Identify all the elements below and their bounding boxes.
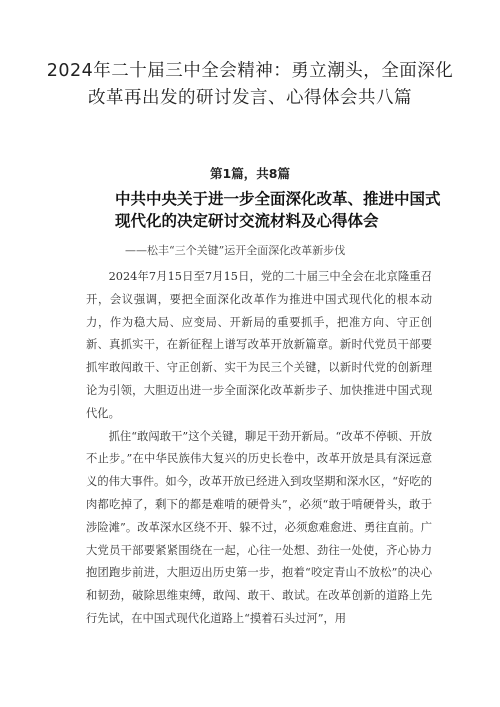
body-paragraph: 2024年7月15日至7月15日，党的二十届三中全会在北京隆重召开，会议强调，要把全面深化改革作为推进中国式现代化的根本动力，作为稳大局、应变局、开新局的重要抓手，把准方向、守正创新、真抓实干，在新征程上谱写改革开放新篇章。新时代党员干部要抓牢敢闯敢干、守正创新、实干为民三个关键，以新时代党的创新理论为引领，大胆迈出进一步全面深化改革新步子、加快推进中国式现代化。	[86, 270, 432, 420]
article-title: 中共中央关于进一步全面深化改革、推进中国式现代化的决定研讨交流材料及心得体会	[115, 190, 441, 230]
article-body	[86, 266, 432, 631]
document-title: 2024年二十届三中全会精神：勇立潮头，全面深化改革再出发的研讨发言、心得体会共八篇	[46, 61, 454, 108]
article-subtitle: ——松丰“三个关键”运开全面深化改革新步伐	[125, 244, 346, 257]
part-indicator: 第1篇，共8篇	[210, 166, 290, 181]
body-paragraph: 抓住“敢闯敢干”这个关键，聊足干劲开新局。“改革不停顿、开放不止步。”在中华民族伟大复兴的历史长卷中，改革开放是具有深远意义的伟大事件。如今，改革开放已经进入到攻坚期和深水区，“好吃的肉都吃掉了，剩下的都是难啃的硬骨头”，必须“敢于啃硬骨头，敢于涉险滩”。改革深水区绕不开、躲不过，必须愈难愈进、勇往直前。广大党员干部要紧紧围绕在一起，心往一处想、劲往一处使，齐心协力抱团跑步前进，大胆迈出历史第一步，抱着“咬定青山不放松”的决心和韧劲，破除思维束缚，敢闯、敢干、敢试。在改革创新的道路上先行先试，在中国式现代化道路上“摸着石头过河”，用	[86, 429, 432, 625]
